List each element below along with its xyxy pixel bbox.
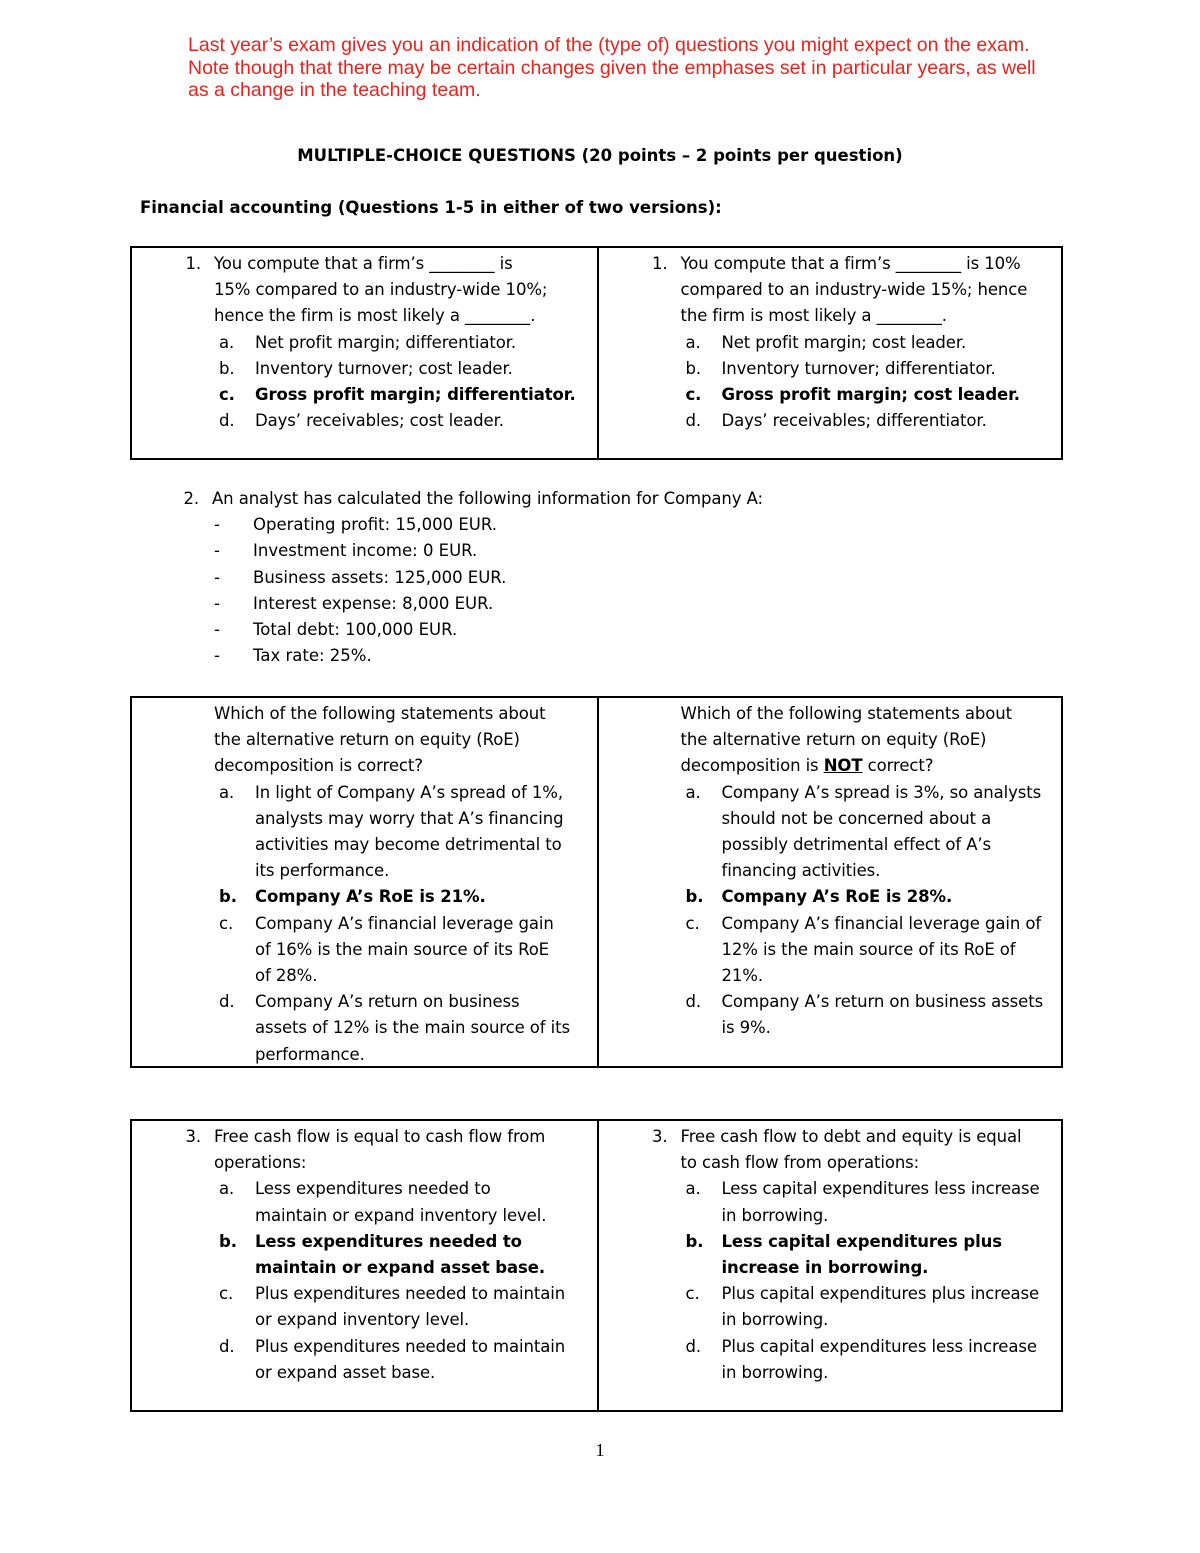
answer-option: d. Days’ receivables; differentiator. [685,411,987,431]
answer-option: d. Plus capital expenditures less increase [685,1336,1037,1356]
answer-option: c. Plus expenditures needed to maintain [219,1284,566,1304]
question-stem: Which of the following statements about [214,704,546,723]
fact-item: - Investment income: 0 EUR. [214,541,478,561]
answer-option: d. Days’ receivables; cost leader. [219,411,504,431]
answer-option: a. Company A’s spread is 3%, so analysts [685,782,1042,802]
note-line: Last year’s exam gives you an indication of the (type of) questions you might expect on the exam. [188,34,1030,56]
question-stem: decomposition is NOT correct? [680,756,934,776]
fact-item: - Tax rate: 25%. [214,646,372,666]
answer-option: d. Company A’s return on business [219,992,520,1012]
question-2-right-version: Which of the following statements about the alternative return on equity (RoE) decomposition is NOT correct? a. Company A’s spread is 3%, so analysts should not be concerned about a possibly detrimental effect of A’s financing activities. b. Company A’s RoE is 28%. c. Company A’s financial leverage gain of 12% is the main source of its RoE of 21%. d. Company A’s return on business assets is 9%. [597,698,1062,1066]
question-stem: An analyst has calculated the following information for Company A: [212,489,763,508]
question-stem: the alternative return on equity (RoE) [214,730,520,750]
answer-option-correct: b. Company A’s RoE is 21%. [219,887,486,907]
answer-option-correct: b. Less expenditures needed to [219,1231,522,1251]
question-stem: decomposition is correct? [214,756,423,776]
question-stem: to cash flow from operations: [680,1153,920,1173]
answer-option: b. Inventory turnover; differentiator. [685,358,996,378]
question-stem: You compute that a firm’s ________ is 10% [680,254,1021,273]
question-stem: the firm is most likely a ________. [680,306,947,326]
question-3-left-version: 3. Free cash flow is equal to cash flow from operations: a. Less expenditures needed to maintain or expand inventory level. b. Less expenditures needed to maintain or expand asset base. c. Plus expenditures needed to maintain or expand inventory level. d. Plus expenditures needed to maintain or expand asset base. [132,1121,597,1410]
question-1-table [130,246,1063,460]
question-stem: Free cash flow to debt and equity is equal [680,1127,1022,1146]
question-stem: You compute that a firm’s ________ is [214,254,513,273]
answer-option: a. Net profit margin; differentiator. [219,332,517,352]
question-stem: operations: [214,1153,307,1173]
answer-option: a. Net profit margin; cost leader. [685,332,967,352]
question-3-table [130,1119,1063,1412]
question-number: 3. [651,1127,668,1146]
answer-option: a. Less expenditures needed to [219,1179,491,1199]
answer-option: c. Company A’s financial leverage gain of [685,913,1042,933]
answer-option-correct: c. Gross profit margin; cost leader. [685,385,1020,405]
mc-heading: MULTIPLE-CHOICE QUESTIONS (20 points – 2 points per question) [297,146,903,165]
question-3-right-version: 3. Free cash flow to debt and equity is equal to cash flow from operations: a. Less capital expenditures less increase in borrowing. b. Less capital expenditures plus increase in borrowing. c. Plus capital expenditures plus increase in borrowing. d. Plus capital expenditures less increase in borrowing. [597,1121,1062,1410]
answer-option: d. Plus expenditures needed to maintain [219,1336,566,1356]
question-number: 3. [185,1127,201,1146]
fact-item: - Operating profit: 15,000 EUR. [214,515,497,535]
fact-item: - Total debt: 100,000 EUR. [214,620,458,640]
answer-option-correct: b. Company A’s RoE is 28%. [685,887,953,907]
answer-option-correct: c. Gross profit margin; differentiator. [219,385,576,405]
question-2-left-version: Which of the following statements about the alternative return on equity (RoE) decomposition is correct? a. In light of Company A’s spread of 1%, analysts may worry that A’s financing activities may become detrimental to its performance. b. Company A’s RoE is 21%. c. Company A’s financial leverage gain of 16% is the main source of its RoE of 28%. d. Company A’s return on business assets of 12% is the main source of its performance. [132,698,597,1066]
question-stem: compared to an industry-wide 15%; hence [680,280,1028,300]
question-stem: 15% compared to an industry-wide 10%; [214,280,548,300]
answer-option: d. Company A’s return on business assets [685,992,1044,1012]
question-2-table [130,696,1063,1068]
answer-option-correct: b. Less capital expenditures plus [685,1231,1003,1251]
fact-item: - Business assets: 125,000 EUR. [214,567,507,587]
not-emphasis: NOT [823,756,863,776]
fact-item: - Interest expense: 8,000 EUR. [214,593,494,613]
answer-option: c. Plus capital expenditures plus increase [685,1284,1040,1304]
exam-note [188,34,1148,102]
question-stem: hence the firm is most likely a ________. [214,306,536,326]
answer-option: c. Company A’s financial leverage gain [219,913,554,933]
question-1-left-version [132,248,597,458]
answer-option: a. Less capital expenditures less increase [685,1179,1040,1199]
question-stem: Free cash flow is equal to cash flow from [214,1127,546,1146]
note-line: as a change in the teaching team. [188,79,481,101]
question-stem: Which of the following statements about [680,704,1013,723]
answer-option: b. Inventory turnover; cost leader. [219,358,513,378]
question-1-right-version [597,248,1062,458]
question-2-intro [130,486,1030,669]
question-number: 1. [651,254,668,273]
question-stem: the alternative return on equity (RoE) [680,730,987,750]
answer-option: a. In light of Company A’s spread of 1%, [219,782,563,802]
section-heading: Financial accounting (Questions 1-5 in either of two versions): [140,198,722,217]
question-number: 2. [183,489,199,508]
page-number: 1 [595,1440,605,1460]
question-number: 1. [185,254,201,273]
note-line: Note though that there may be certain changes given the emphases set in particular years, as well [188,56,1036,79]
